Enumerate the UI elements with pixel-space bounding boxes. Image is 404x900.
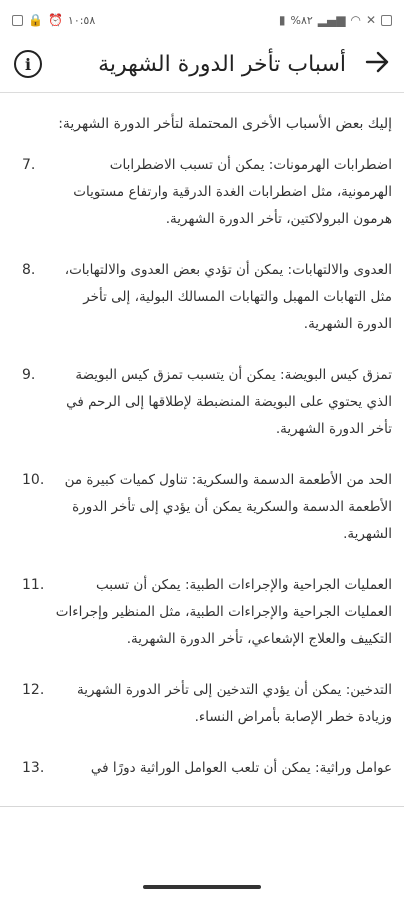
list-item bbox=[12, 152, 392, 233]
item-number: 12. bbox=[22, 682, 45, 698]
status-right bbox=[279, 13, 392, 27]
mute-icon: ✕ bbox=[365, 13, 376, 27]
bottom-divider bbox=[0, 806, 404, 807]
list-item bbox=[12, 755, 392, 782]
item-number: 11. bbox=[22, 577, 45, 593]
page-title: أسباب تأخر الدورة الشهرية bbox=[98, 51, 346, 77]
notification-icon bbox=[12, 15, 23, 26]
status-bar bbox=[0, 0, 404, 40]
list-item bbox=[12, 572, 392, 653]
item-text: العمليات الجراحية والإجراءات الطبية: يمكن أن تسبب العمليات الجراحية والإجراءات الطبية، مثل المنظير وإجراءات التكييف والعلاج الإشعاعي، تأخر الدورة الشهرية. bbox=[55, 577, 392, 647]
wifi-icon: ◠ bbox=[350, 13, 361, 27]
list-item bbox=[12, 677, 392, 731]
item-text: تمزق كيس البويضة: يمكن أن يتسبب تمزق كيس البويضة الذي يحتوي على البويضة المنضبطة لإطلاقها إلى الرحم في تأخر الدورة الشهرية. bbox=[66, 367, 392, 437]
item-text: عوامل وراثية: يمكن أن تلعب العوامل الوراثية دورًا في bbox=[90, 760, 392, 776]
alarm-icon: ⏰ bbox=[47, 13, 63, 27]
signal-icon: ▂▄▆ bbox=[317, 13, 346, 27]
sim-icon bbox=[381, 15, 392, 26]
item-text: اضطرابات الهرمونات: يمكن أن تسبب الاضطرابات الهرمونية، مثل اضطرابات الغدة الدرقية وارتفاع مستويات هرمون البرولاكتين، تأخر الدورة الشهرية. bbox=[73, 157, 392, 227]
item-number: 13. bbox=[22, 760, 45, 776]
list-item bbox=[12, 257, 392, 338]
list-item bbox=[12, 362, 392, 443]
lock-icon: 🔒 bbox=[28, 13, 43, 27]
item-number: 10. bbox=[22, 472, 45, 488]
item-text: التدخين: يمكن أن يؤدي التدخين إلى تأخر الدورة الشهرية وزيادة خطر الإصابة بأمراض النساء. bbox=[76, 682, 392, 725]
app-bar bbox=[0, 40, 404, 88]
article-content[interactable] bbox=[0, 96, 404, 806]
item-number: 8. bbox=[22, 262, 36, 278]
battery-icon: ▮ bbox=[278, 13, 286, 27]
header-divider bbox=[0, 92, 404, 93]
item-text: الحد من الأطعمة الدسمة والسكرية: تناول كميات كبيرة من الأطعمة الدسمة والسكرية يمكن أن يؤدي إلى تأخر الدورة الشهرية. bbox=[64, 472, 392, 542]
item-number: 9. bbox=[22, 367, 36, 383]
battery-level: %٨٢ bbox=[290, 13, 313, 27]
info-icon[interactable]: i bbox=[14, 50, 42, 78]
intro-text: إليك بعض الأسباب الأخرى المحتملة لتأخر الدورة الشهرية: bbox=[58, 116, 392, 132]
status-time: ١٠:٥٨ bbox=[67, 13, 96, 27]
gesture-handle[interactable] bbox=[143, 885, 261, 889]
item-number: 7. bbox=[22, 157, 36, 173]
item-text: العدوى والالتهابات: يمكن أن تؤدي بعض العدوى والالتهابات، مثل التهابات المهبل والتهابات المسالك البولية، إلى تأخر الدورة الشهرية. bbox=[64, 262, 392, 332]
status-left bbox=[12, 13, 95, 27]
arrow-left-icon[interactable] bbox=[364, 49, 390, 80]
list-item bbox=[12, 467, 392, 548]
